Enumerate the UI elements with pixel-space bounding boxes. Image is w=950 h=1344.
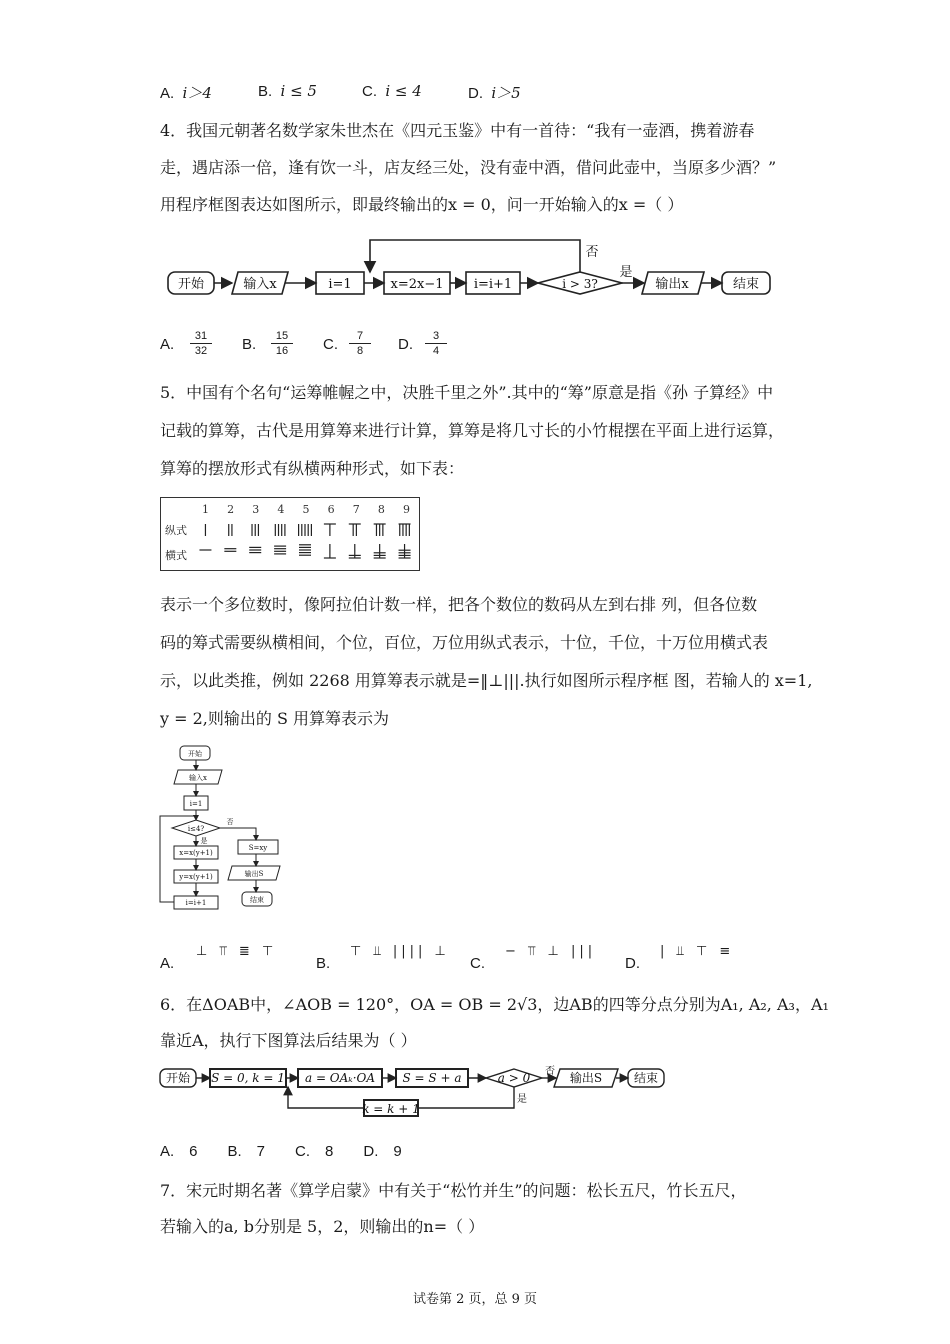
q6-flow-init: S = 0, k = 1 bbox=[211, 1071, 285, 1085]
q5-digit: 3 bbox=[252, 503, 260, 516]
q5-option-a-glyphs: ⊥ ⫪ ≣ ⊤ bbox=[196, 944, 278, 959]
q5-digit: 6 bbox=[327, 503, 335, 516]
q5-digit: 1 bbox=[202, 503, 210, 516]
q6-flow-cond: a > 0 bbox=[497, 1071, 531, 1085]
q5-flow-output: 输出S bbox=[244, 870, 264, 878]
q7-text-line1: 7．宋元时期名著《算学启蒙》中有关于“松竹并生”的问题：松长五尺，竹长五尺， bbox=[160, 1181, 747, 1200]
q4-flow-no: 否 bbox=[585, 245, 599, 260]
q5-flow-cond: i≤4? bbox=[187, 825, 205, 833]
q4-flow-assign: x=2x−1 bbox=[390, 277, 444, 292]
q4-option-a-frac: $\frac{31}{32}$ bbox=[190, 330, 212, 357]
q6-flow-start: 开始 bbox=[165, 1071, 191, 1085]
q4-option-c-label: C. bbox=[323, 336, 338, 353]
q5-flowchart bbox=[156, 742, 296, 918]
q3-option-a: A. i＞4 bbox=[160, 84, 212, 102]
q4-flow-start: 开始 bbox=[177, 277, 205, 292]
q5-option-c-label: C. bbox=[470, 955, 485, 972]
q5-flow-step3: i=i+1 bbox=[185, 899, 207, 907]
q6-flowchart bbox=[158, 1064, 668, 1120]
q4-flow-init: i=1 bbox=[328, 277, 352, 292]
q5-option-b-label: B. bbox=[316, 955, 331, 972]
q4-flow-input: 输入x bbox=[243, 277, 277, 292]
q4-flow-cond: i > 3? bbox=[562, 277, 598, 291]
q5-flow-step2: y=x(y+1) bbox=[179, 873, 213, 881]
q4-option-c-frac: $\frac{7}{8}$ bbox=[349, 330, 371, 357]
q5-flow-input: 输入x bbox=[189, 774, 207, 782]
q5-flow-end: 结束 bbox=[250, 896, 264, 904]
q5-digit: 2 bbox=[227, 503, 235, 516]
q5-text-line6: 示，以此类推，例如 2268 用算筹表示就是=‖⊥|||.执行如图所示程序框 图，若输人的 x=1, bbox=[160, 671, 813, 690]
q6-options: A. 6 B. 7 C. 8 D. 9 bbox=[160, 1143, 402, 1160]
q5-text-line7: y = 2,则输出的 S 用算筹表示为 bbox=[160, 709, 390, 728]
q4-text-line1: 4．我国元朝著名数学家朱世杰在《四元玉鉴》中有一首待：“我有一壶酒，携着游春 bbox=[160, 121, 755, 140]
q6-text-line2: 靠近A，执行下图算法后结果为（ ） bbox=[160, 1031, 417, 1050]
q4-flowchart bbox=[160, 232, 780, 304]
q5-text-line5: 码的筹式需要纵横相间，个位，百位，万位用纵式表示，十位，千位，十万位用横式表 bbox=[160, 633, 769, 652]
q4-text-line2: 走，遇店添一倍，逢有饮一斗，店友经三处，没有壶中酒，借问此壶中，当原多少酒？” bbox=[160, 158, 777, 177]
q5-option-c-glyphs: − ⫪ ⊥ ||| bbox=[505, 944, 597, 959]
q4-flow-yes: 是 bbox=[619, 265, 633, 280]
q3-option-d: D. i＞5 bbox=[468, 84, 521, 102]
page-footer: 试卷第 2 页，总 9 页 bbox=[412, 1292, 538, 1307]
q5-option-d-label: D. bbox=[625, 955, 640, 972]
q6-flow-output: 输出S bbox=[569, 1071, 603, 1085]
q5-digit: 7 bbox=[352, 503, 360, 516]
q3-option-b: B. i ≤ 5 bbox=[258, 82, 317, 100]
q4-option-d-label: D. bbox=[398, 336, 413, 353]
q5-option-d-glyphs: | ⫫ ⊤ ≡ bbox=[660, 944, 735, 959]
q5-row-horizontal-label: 横式 bbox=[165, 549, 187, 562]
q4-text-line3: 用程序框图表达如图所示，即最终输出的x = 0，问一开始输入的x =（ ） bbox=[160, 195, 684, 214]
q6-flow-no: 否 bbox=[545, 1066, 555, 1077]
q5-text-line1: 5．中国有个名句“运筹帷幄之中，决胜千里之外”.其中的“筹”原意是指《孙 子算经》中 bbox=[160, 383, 774, 402]
q3-option-c: C. i ≤ 4 bbox=[362, 82, 422, 100]
q4-option-b-label: B. bbox=[242, 336, 257, 353]
q5-digit: 9 bbox=[402, 503, 410, 516]
q5-flow-start: 开始 bbox=[188, 750, 202, 758]
q5-option-a-label: A. bbox=[160, 955, 175, 972]
q7-text-line2: 若输入的a, b分别是 5，2，则输出的n=（ ） bbox=[160, 1217, 485, 1236]
q6-text-line1: 6．在ΔOAB中，∠AOB = 120°，OA = OB = 2√3，边AB的四等分点分别为A₁, A₂, A₃，A₁ bbox=[160, 995, 829, 1014]
q4-option-b-frac: $\frac{15}{16}$ bbox=[271, 330, 293, 357]
q5-text-line4: 表示一个多位数时，像阿拉伯计数一样，把各个数位的数码从左到右排 列，但各位数 bbox=[160, 595, 758, 614]
q5-rod-table-header bbox=[161, 502, 419, 517]
q4-flow-incr: i=i+1 bbox=[473, 277, 513, 292]
q5-flow-step1: x=x(y+1) bbox=[179, 849, 213, 857]
q4-flow-end: 结束 bbox=[732, 277, 760, 292]
q5-rod-table-grid bbox=[161, 502, 419, 517]
q5-flow-assign: S=xy bbox=[248, 844, 268, 852]
q5-flow-yes: 是 bbox=[200, 837, 208, 845]
q6-flow-end: 结束 bbox=[633, 1071, 659, 1085]
q5-flow-init: i=1 bbox=[189, 800, 203, 808]
q5-flow-no: 否 bbox=[226, 818, 234, 826]
q4-flow-output: 输出x bbox=[655, 277, 689, 292]
q5-row-vertical-label: 纵式 bbox=[165, 524, 187, 537]
q5-digit: 4 bbox=[277, 503, 285, 516]
q5-rod-table bbox=[160, 497, 420, 571]
q4-option-d-frac: $\frac{3}{4}$ bbox=[425, 330, 447, 357]
q6-flow-yes: 是 bbox=[517, 1094, 527, 1105]
q5-digit: 8 bbox=[377, 503, 385, 516]
q5-rod-glyphs bbox=[193, 518, 417, 566]
q4-option-a-label: A. bbox=[160, 336, 175, 353]
q5-text-line2: 记载的算筹，古代是用算筹来进行计算，算筹是将几寸长的小竹棍摆在平面上进行运算， bbox=[160, 421, 785, 440]
q6-flow-sum: S = S + a bbox=[402, 1071, 462, 1085]
q6-flow-incr: k = k + 1 bbox=[362, 1102, 420, 1116]
q5-digit: 5 bbox=[302, 503, 310, 516]
q5-option-b-glyphs: ⊤ ⫫ |||| ⊥ bbox=[350, 944, 450, 959]
q5-text-line3: 算筹的摆放形式有纵横两种形式，如下表： bbox=[160, 459, 465, 478]
q6-flow-assign: a = OAₖ·OA bbox=[304, 1071, 376, 1085]
